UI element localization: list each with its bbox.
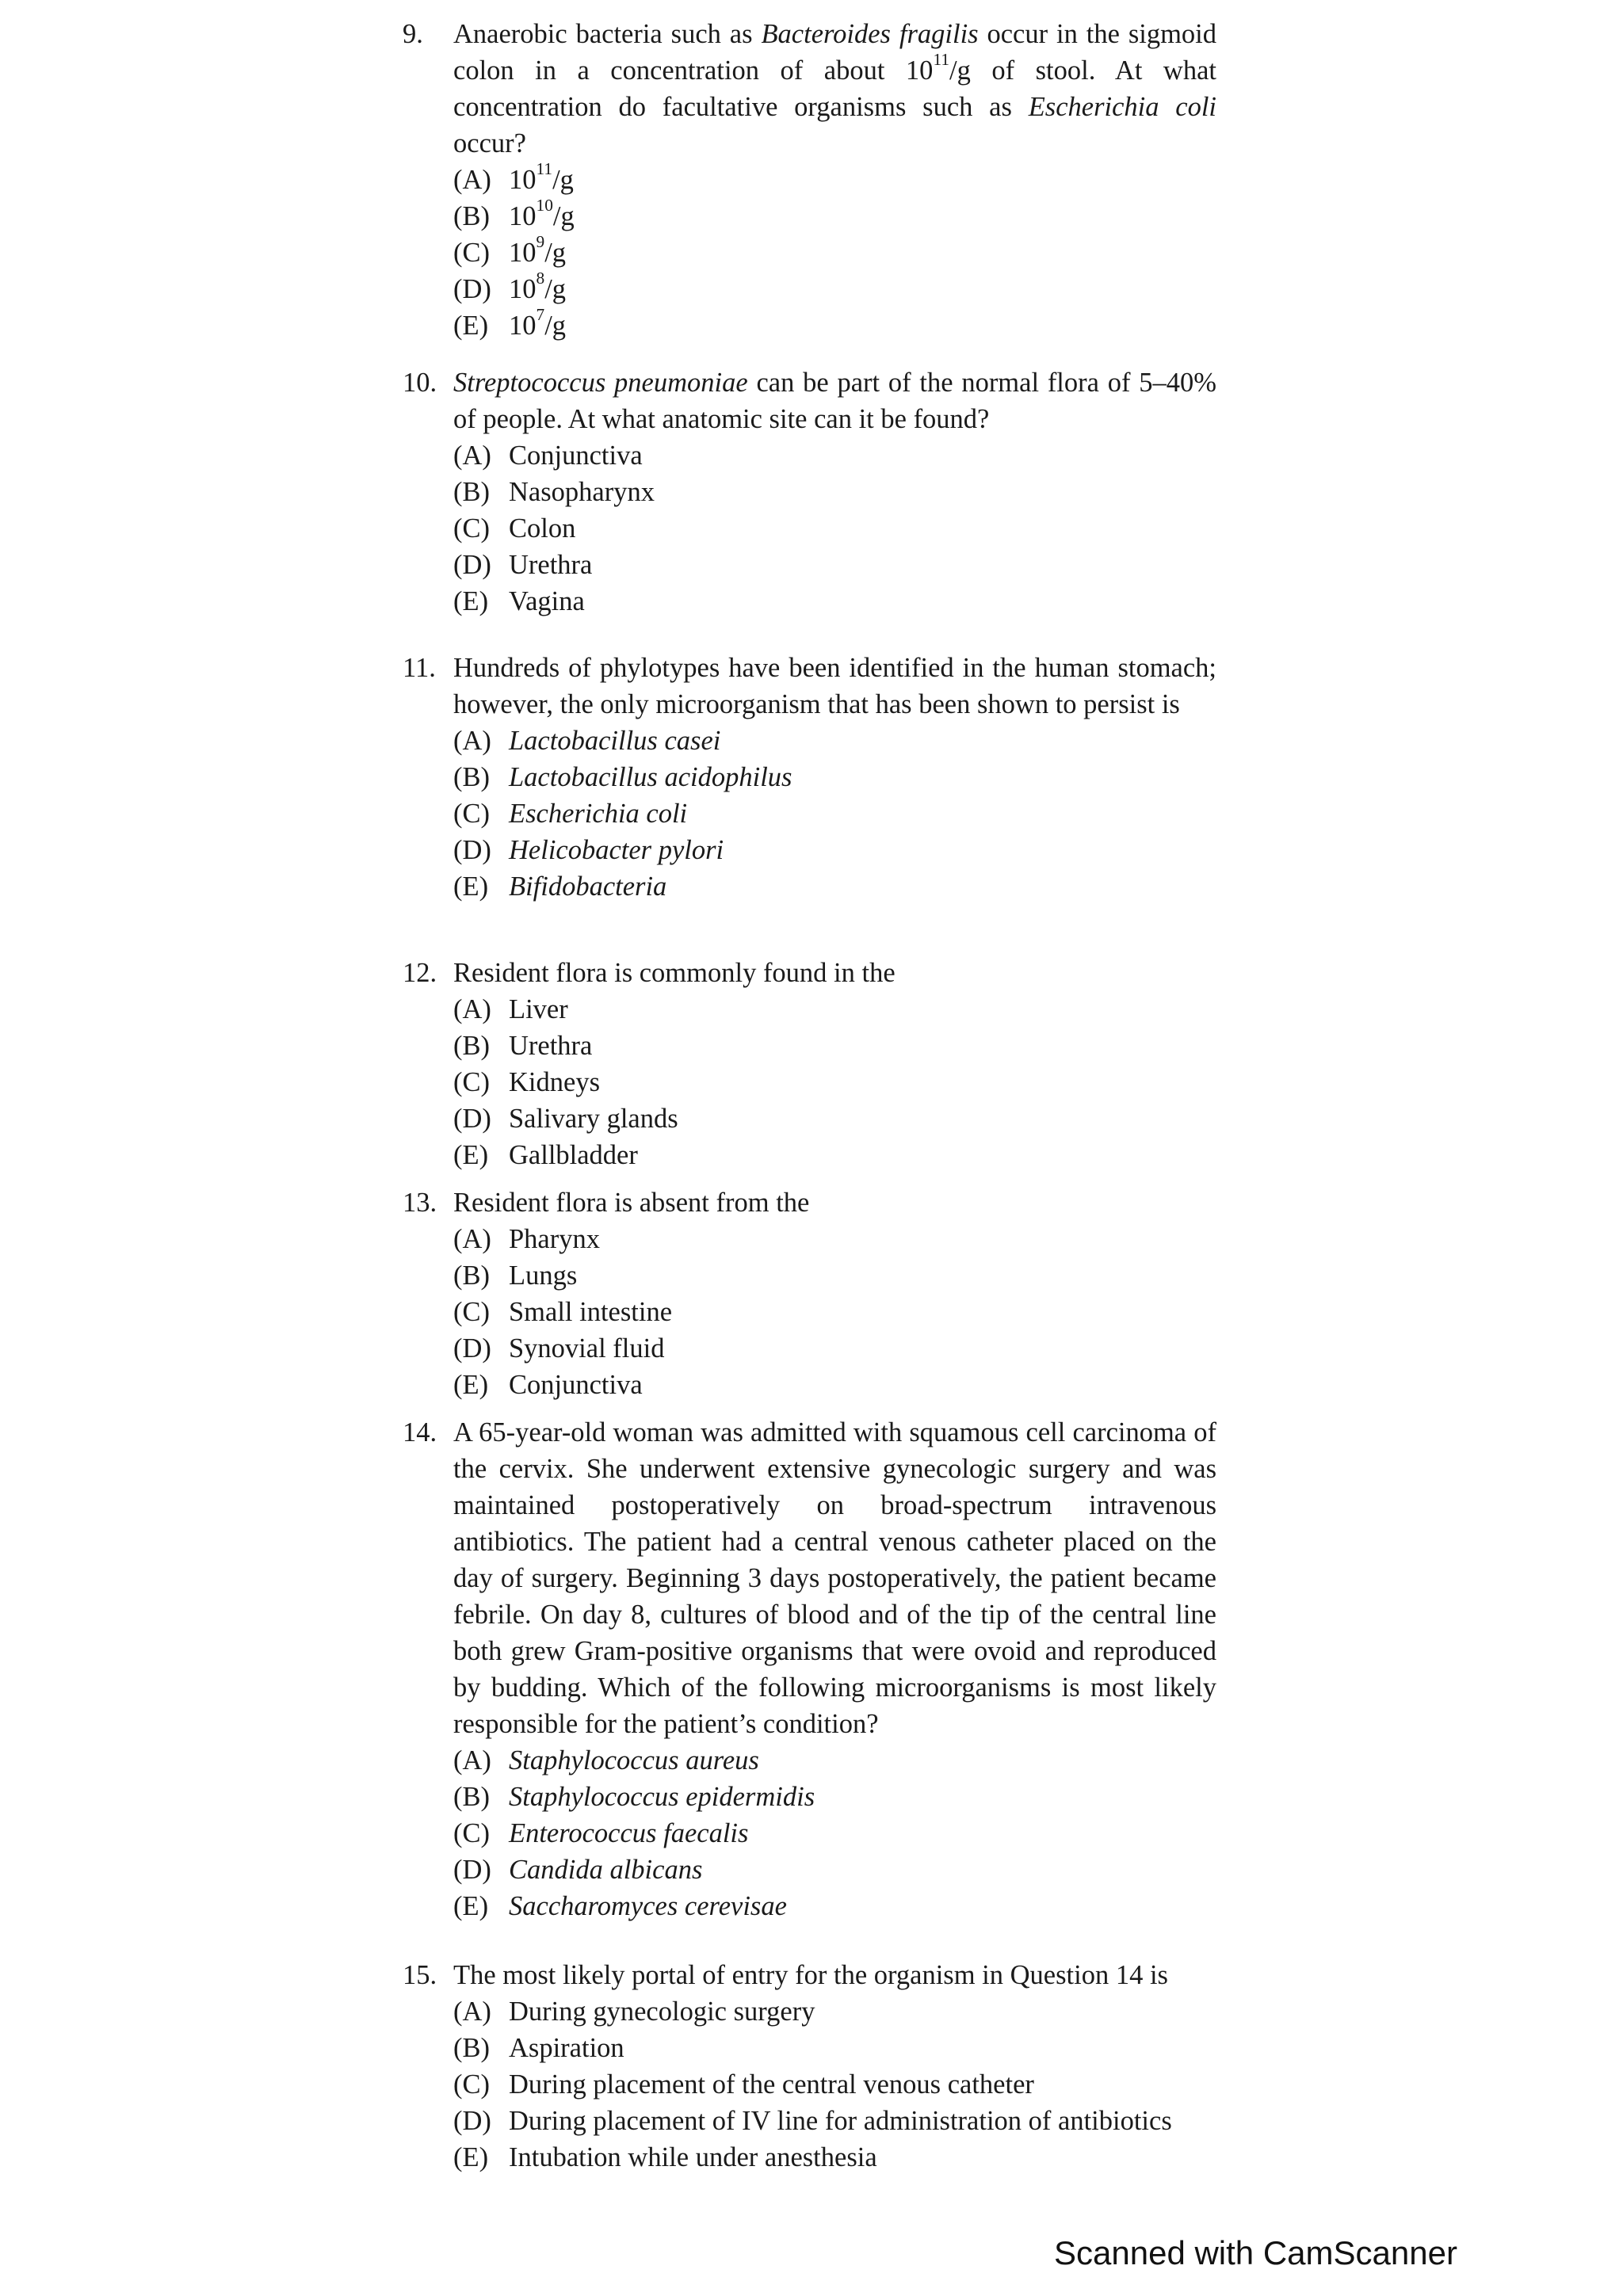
option-letter: (C) bbox=[453, 799, 490, 829]
text-run: can be part of the normal flora of 5–40% of people. At what anatomic site can it be found? bbox=[453, 368, 1216, 434]
text-run: Conjunctiva bbox=[509, 441, 643, 471]
answer-options bbox=[403, 723, 1216, 905]
option-letter: (B) bbox=[453, 2033, 490, 2063]
answer-option bbox=[453, 1993, 1216, 2030]
option-letter: (A) bbox=[453, 165, 491, 195]
answer-option bbox=[453, 195, 1216, 235]
question-block bbox=[403, 1957, 1216, 2176]
answer-option bbox=[453, 1888, 1216, 1924]
option-letter: (A) bbox=[453, 1997, 491, 2027]
option-letter: (C) bbox=[453, 238, 490, 268]
superscript-exponent: 10 bbox=[536, 195, 553, 215]
option-letter: (A) bbox=[453, 1745, 491, 1775]
question-block bbox=[403, 16, 1216, 344]
text-run: Hundreds of phylotypes have been identified in the human stomach; however, the only microorganism that has been shown to persist is bbox=[453, 653, 1216, 719]
question-number: 15. bbox=[403, 1960, 437, 1990]
italic-term: Streptococcus pneumoniae bbox=[453, 368, 748, 398]
answer-option bbox=[453, 1221, 1216, 1257]
question-block bbox=[403, 364, 1216, 620]
answer-option bbox=[453, 1257, 1216, 1294]
answer-option bbox=[453, 510, 1216, 547]
text-run: Liver bbox=[509, 994, 568, 1024]
answer-options bbox=[403, 158, 1216, 344]
option-letter: (D) bbox=[453, 274, 491, 304]
answer-options bbox=[403, 1742, 1216, 1924]
option-letter: (A) bbox=[453, 441, 491, 471]
text-run: Synovial fluid bbox=[509, 1333, 665, 1363]
camscanner-watermark: Scanned with CamScanner bbox=[1054, 2234, 1457, 2271]
answer-option bbox=[453, 1137, 1216, 1173]
answer-option bbox=[453, 868, 1216, 905]
superscript-exponent: 11 bbox=[536, 158, 553, 178]
option-letter: (A) bbox=[453, 994, 491, 1024]
question-block bbox=[403, 955, 1216, 1173]
italic-term: Bifidobacteria bbox=[509, 871, 667, 902]
question-number: 13. bbox=[403, 1188, 437, 1218]
italic-term: Lactobacillus casei bbox=[509, 726, 721, 756]
answer-option bbox=[453, 1852, 1216, 1888]
answer-option bbox=[453, 759, 1216, 795]
question-number: 14. bbox=[403, 1417, 437, 1447]
question-stem bbox=[403, 364, 1216, 437]
answer-option bbox=[453, 231, 1216, 271]
text-run: /g bbox=[552, 201, 575, 231]
option-letter: (E) bbox=[453, 311, 489, 341]
italic-term: Enterococcus faecalis bbox=[509, 1818, 749, 1848]
text-run: /g of stool. At what concentration do facultative organisms such as bbox=[453, 55, 1216, 122]
answer-option bbox=[453, 1367, 1216, 1403]
text-run: Resident flora is commonly found in the bbox=[453, 958, 896, 988]
question-stem bbox=[403, 650, 1216, 723]
answer-option bbox=[453, 2139, 1216, 2176]
text-run: Kidneys bbox=[509, 1067, 600, 1097]
text-run: Intubation while under anesthesia bbox=[509, 2142, 877, 2172]
text-run: 10 bbox=[509, 238, 537, 268]
answer-options bbox=[403, 1221, 1216, 1403]
question-stem bbox=[403, 1957, 1216, 1993]
superscript-exponent: 9 bbox=[536, 231, 545, 251]
question-number: 11. bbox=[403, 653, 436, 683]
answer-option bbox=[453, 1064, 1216, 1100]
text-run: Colon bbox=[509, 513, 576, 543]
answer-option bbox=[453, 2030, 1216, 2066]
question-number: 10. bbox=[403, 368, 437, 398]
question-number: 9. bbox=[403, 19, 423, 49]
text-run: Small intestine bbox=[509, 1297, 673, 1327]
text-run: /g bbox=[544, 274, 567, 304]
italic-term: Saccharomyces cerevisae bbox=[509, 1891, 787, 1921]
answer-option bbox=[453, 832, 1216, 868]
option-letter: (A) bbox=[453, 726, 491, 756]
text-run: 10 bbox=[509, 165, 537, 195]
option-letter: (A) bbox=[453, 1224, 491, 1254]
question-stem bbox=[403, 955, 1216, 991]
text-run: 10 bbox=[509, 311, 537, 341]
answer-option bbox=[453, 158, 1216, 198]
italic-term: Bacteroides fragilis bbox=[761, 19, 979, 49]
question-number: 12. bbox=[403, 958, 437, 988]
option-letter: (E) bbox=[453, 1140, 489, 1170]
option-letter: (E) bbox=[453, 2142, 489, 2172]
text-run: A 65-year-old woman was admitted with squamous cell carcinoma of the cervix. She underwent extensive gynecologic surgery and was maintained postoperatively on broad-spectrum intravenous antibiotics. The patient had a central venous catheter placed on the day of surgery. Beginning 3 days postoperatively, the patient became febrile. On day 8, cultures of blood and of the tip of the central line both grew Gram-positive organisms that were ovoid and reproduced by budding. Which of the following microorganisms is most likely responsible for the patient’s condition? bbox=[453, 1417, 1216, 1739]
answer-option bbox=[453, 268, 1216, 307]
text-run: Conjunctiva bbox=[509, 1370, 643, 1400]
text-run: Pharynx bbox=[509, 1224, 600, 1254]
answer-option bbox=[453, 1330, 1216, 1367]
question-stem bbox=[403, 1184, 1216, 1221]
option-letter: (B) bbox=[453, 1261, 490, 1291]
text-run: Urethra bbox=[509, 1031, 593, 1061]
text-run: 10 bbox=[509, 201, 537, 231]
text-run: /g bbox=[544, 238, 567, 268]
text-run: 10 bbox=[509, 274, 537, 304]
text-run: During gynecologic surgery bbox=[509, 1997, 815, 2027]
italic-term: Escherichia coli bbox=[1028, 92, 1216, 122]
option-letter: (B) bbox=[453, 762, 490, 792]
answer-option bbox=[453, 1028, 1216, 1064]
answer-option bbox=[453, 795, 1216, 832]
text-run: The most likely portal of entry for the organism in Question 14 is bbox=[453, 1960, 1168, 1990]
answer-option bbox=[453, 474, 1216, 510]
option-letter: (B) bbox=[453, 1782, 490, 1812]
italic-term: Escherichia coli bbox=[509, 799, 688, 829]
option-letter: (D) bbox=[453, 1855, 491, 1885]
option-letter: (D) bbox=[453, 1104, 491, 1134]
option-letter: (D) bbox=[453, 835, 491, 865]
option-letter: (B) bbox=[453, 477, 490, 507]
option-letter: (D) bbox=[453, 550, 491, 580]
answer-options bbox=[403, 1993, 1216, 2176]
question-block bbox=[403, 650, 1216, 905]
italic-term: Lactobacillus acidophilus bbox=[509, 762, 792, 792]
question-block bbox=[403, 1184, 1216, 1403]
option-letter: (E) bbox=[453, 871, 489, 902]
text-run: /g bbox=[552, 165, 574, 195]
superscript-exponent: 8 bbox=[536, 268, 545, 288]
text-run: Vagina bbox=[509, 586, 585, 616]
answer-option bbox=[453, 437, 1216, 474]
answer-option bbox=[453, 2103, 1216, 2139]
text-run: Resident flora is absent from the bbox=[453, 1188, 810, 1218]
text-run: During placement of the central venous catheter bbox=[509, 2069, 1034, 2100]
option-letter: (C) bbox=[453, 1067, 490, 1097]
answer-options bbox=[403, 991, 1216, 1173]
superscript-exponent: 11 bbox=[933, 49, 950, 69]
option-letter: (D) bbox=[453, 1333, 491, 1363]
option-letter: (C) bbox=[453, 1297, 490, 1327]
answer-option bbox=[453, 1815, 1216, 1852]
option-letter: (E) bbox=[453, 1891, 489, 1921]
answer-options bbox=[403, 437, 1216, 620]
option-letter: (E) bbox=[453, 1370, 489, 1400]
italic-term: Staphylococcus epidermidis bbox=[509, 1782, 815, 1812]
option-letter: (E) bbox=[453, 586, 489, 616]
question-block bbox=[403, 1414, 1216, 1924]
option-letter: (D) bbox=[453, 2106, 491, 2136]
answer-option bbox=[453, 304, 1216, 344]
text-run: occur? bbox=[453, 128, 526, 158]
question-stem bbox=[403, 1414, 1216, 1742]
question-stem bbox=[403, 16, 1216, 162]
text-run: Salivary glands bbox=[509, 1104, 678, 1134]
option-letter: (B) bbox=[453, 1031, 490, 1061]
text-run: occur in the sigmoid colon in a concentration of about 10 bbox=[453, 19, 1216, 86]
italic-term: Candida albicans bbox=[509, 1855, 703, 1885]
text-run: Gallbladder bbox=[509, 1140, 638, 1170]
text-run: Anaerobic bacteria such as bbox=[453, 19, 762, 49]
answer-option bbox=[453, 1100, 1216, 1137]
answer-option bbox=[453, 1294, 1216, 1330]
italic-term: Staphylococcus aureus bbox=[509, 1745, 759, 1775]
option-letter: (C) bbox=[453, 1818, 490, 1848]
text-run: During placement of IV line for administration of antibiotics bbox=[509, 2106, 1172, 2136]
text-run: Lungs bbox=[509, 1261, 578, 1291]
text-run: Urethra bbox=[509, 550, 593, 580]
option-letter: (B) bbox=[453, 201, 490, 231]
text-run: /g bbox=[544, 311, 567, 341]
answer-option bbox=[453, 723, 1216, 759]
option-letter: (C) bbox=[453, 2069, 490, 2100]
text-run: Aspiration bbox=[509, 2033, 624, 2063]
answer-option bbox=[453, 1779, 1216, 1815]
answer-option bbox=[453, 547, 1216, 583]
text-run: Nasopharynx bbox=[509, 477, 655, 507]
option-letter: (C) bbox=[453, 513, 490, 543]
italic-term: Helicobacter pylori bbox=[509, 835, 724, 865]
answer-option bbox=[453, 1742, 1216, 1779]
answer-option bbox=[453, 2066, 1216, 2103]
answer-option bbox=[453, 583, 1216, 620]
superscript-exponent: 7 bbox=[536, 304, 545, 324]
answer-option bbox=[453, 991, 1216, 1028]
